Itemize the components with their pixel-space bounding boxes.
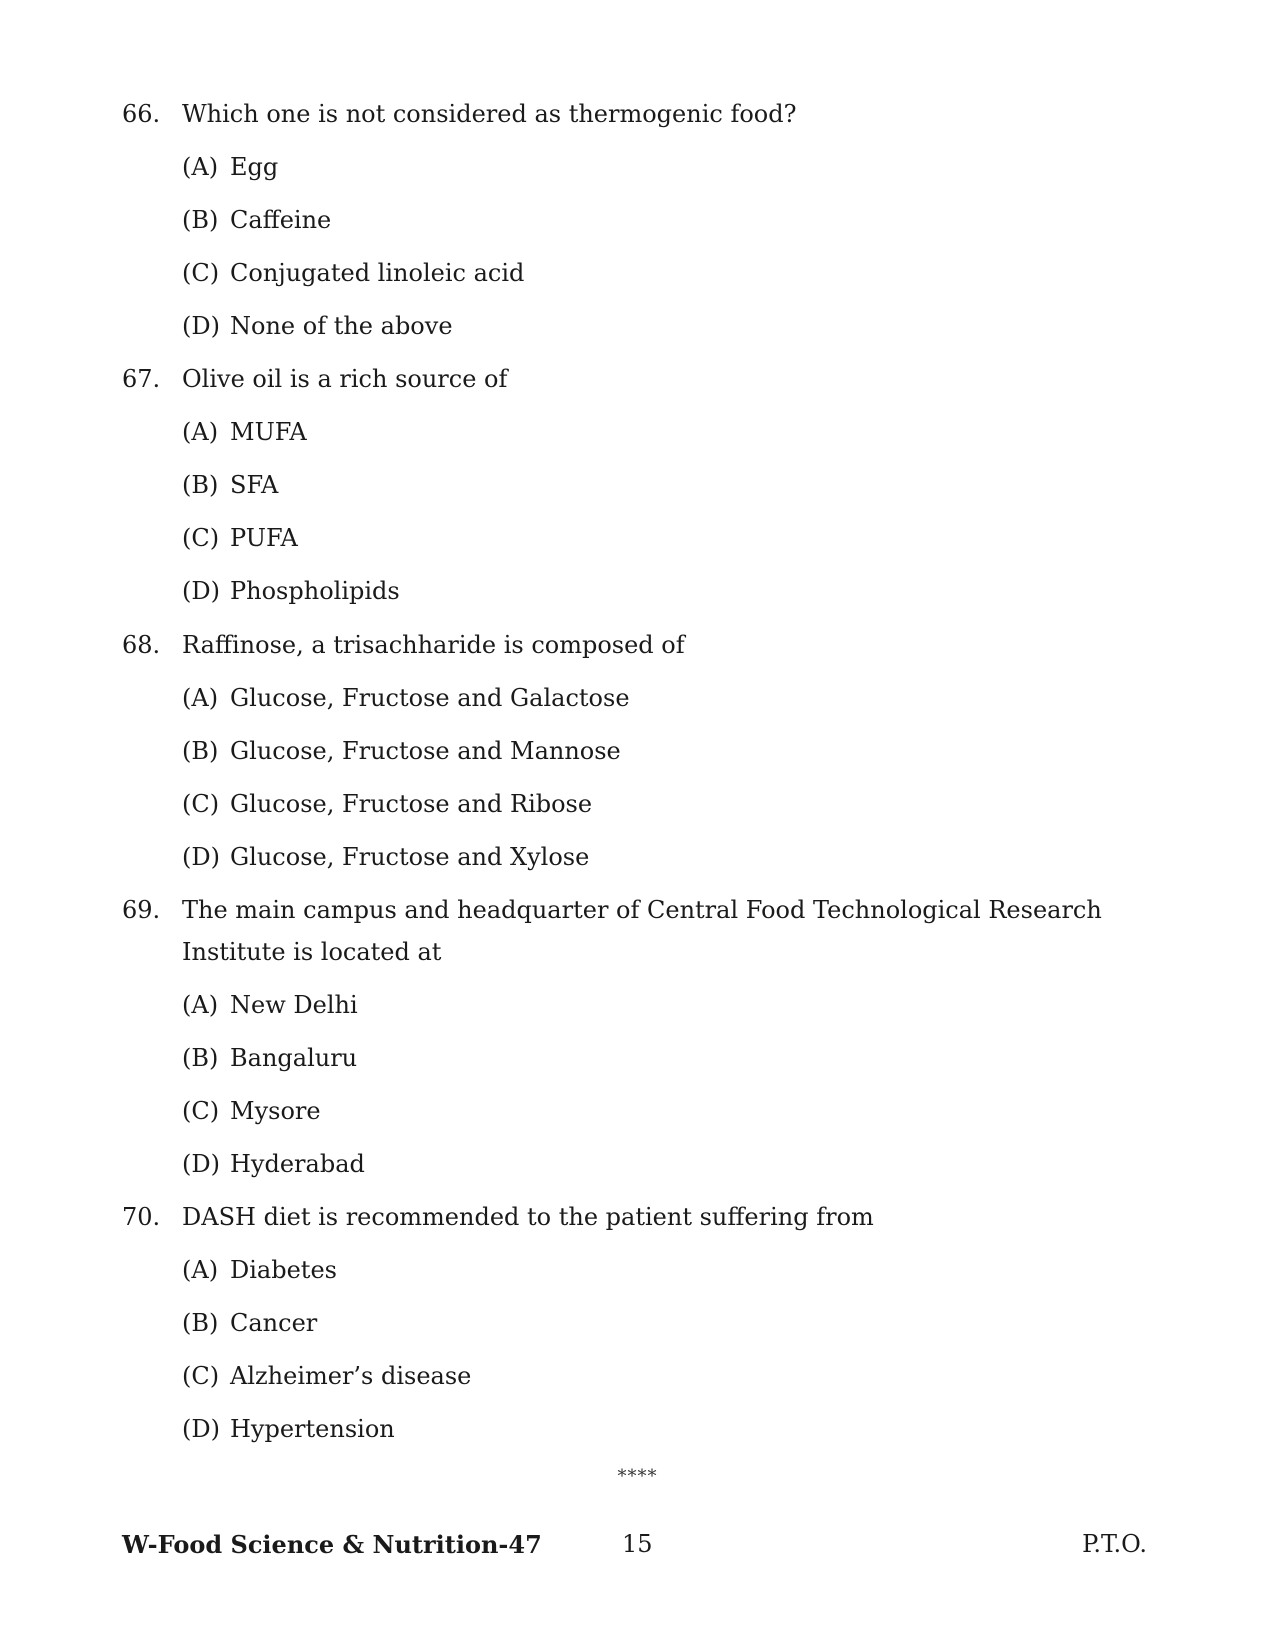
option-label: (A) bbox=[182, 418, 219, 446]
option-text: None of the above bbox=[230, 312, 453, 340]
option-b bbox=[182, 1037, 1162, 1090]
question-text: The main campus and headquarter of Central Food Technological Research Institute is located at bbox=[182, 896, 1102, 966]
end-marker: **** bbox=[617, 1466, 658, 1487]
options-list bbox=[182, 146, 1162, 358]
question-number: 69. bbox=[122, 896, 161, 924]
option-d bbox=[182, 1143, 1162, 1196]
option-label: (B) bbox=[182, 206, 219, 234]
option-label: (D) bbox=[182, 312, 220, 340]
option-text: Glucose, Fructose and Ribose bbox=[230, 790, 593, 818]
option-text: Conjugated linoleic acid bbox=[230, 259, 525, 287]
option-text: Diabetes bbox=[230, 1256, 337, 1284]
option-text: MUFA bbox=[230, 418, 307, 446]
option-label: (C) bbox=[182, 524, 220, 552]
option-c bbox=[182, 252, 1162, 305]
option-d bbox=[182, 836, 1162, 889]
question-69 bbox=[122, 889, 1162, 1196]
option-text: Phospholipids bbox=[230, 577, 400, 605]
question-text: DASH diet is recommended to the patient suffering from bbox=[182, 1203, 874, 1231]
option-a bbox=[182, 984, 1162, 1037]
question-text: Which one is not considered as thermogenic food? bbox=[182, 100, 797, 128]
option-label: (C) bbox=[182, 1097, 220, 1125]
option-label: (A) bbox=[182, 1256, 219, 1284]
option-text: Egg bbox=[230, 153, 279, 181]
option-label: (B) bbox=[182, 1309, 219, 1337]
option-text: PUFA bbox=[230, 524, 298, 552]
option-a bbox=[182, 1249, 1162, 1302]
option-d bbox=[182, 1408, 1162, 1461]
option-c bbox=[182, 1090, 1162, 1143]
option-label: (A) bbox=[182, 684, 219, 712]
option-text: Glucose, Fructose and Mannose bbox=[230, 737, 621, 765]
question-number: 68. bbox=[122, 631, 161, 659]
question-text: Olive oil is a rich source of bbox=[182, 365, 508, 393]
option-label: (A) bbox=[182, 991, 219, 1019]
option-label: (A) bbox=[182, 153, 219, 181]
option-text: Glucose, Fructose and Xylose bbox=[230, 843, 590, 871]
option-text: Alzheimer’s disease bbox=[230, 1362, 472, 1390]
option-label: (D) bbox=[182, 843, 220, 871]
question-68 bbox=[122, 624, 1162, 889]
options-list bbox=[182, 984, 1162, 1196]
option-label: (C) bbox=[182, 790, 220, 818]
option-text: Hypertension bbox=[230, 1415, 395, 1443]
option-b bbox=[182, 1302, 1162, 1355]
option-text: Bangaluru bbox=[230, 1044, 358, 1072]
option-a bbox=[182, 146, 1162, 199]
option-text: Glucose, Fructose and Galactose bbox=[230, 684, 630, 712]
paper-code: W-Food Science & Nutrition-47 bbox=[122, 1530, 542, 1559]
pto-label: P.T.O. bbox=[1082, 1530, 1147, 1558]
options-list bbox=[182, 1249, 1162, 1461]
page-number: 15 bbox=[622, 1530, 653, 1558]
option-b bbox=[182, 730, 1162, 783]
option-a bbox=[182, 677, 1162, 730]
option-c bbox=[182, 1355, 1162, 1408]
option-label: (B) bbox=[182, 1044, 219, 1072]
question-text: Raffinose, a trisachharide is composed of bbox=[182, 631, 685, 659]
option-text: Mysore bbox=[230, 1097, 321, 1125]
option-label: (B) bbox=[182, 471, 219, 499]
question-number: 66. bbox=[122, 100, 161, 128]
option-label: (D) bbox=[182, 577, 220, 605]
option-c bbox=[182, 783, 1162, 836]
option-label: (D) bbox=[182, 1150, 220, 1178]
question-66 bbox=[122, 93, 1162, 358]
question-number: 67. bbox=[122, 365, 161, 393]
page-footer bbox=[122, 1530, 1147, 1570]
options-list bbox=[182, 411, 1162, 623]
option-d bbox=[182, 570, 1162, 623]
option-label: (D) bbox=[182, 1415, 220, 1443]
options-list bbox=[182, 677, 1162, 889]
option-label: (B) bbox=[182, 737, 219, 765]
option-text: Hyderabad bbox=[230, 1150, 365, 1178]
option-a bbox=[182, 411, 1162, 464]
option-text: SFA bbox=[230, 471, 279, 499]
option-b bbox=[182, 199, 1162, 252]
option-c bbox=[182, 517, 1162, 570]
question-number: 70. bbox=[122, 1203, 161, 1231]
option-d bbox=[182, 305, 1162, 358]
option-b bbox=[182, 464, 1162, 517]
option-text: New Delhi bbox=[230, 991, 358, 1019]
question-67 bbox=[122, 358, 1162, 623]
option-label: (C) bbox=[182, 1362, 220, 1390]
option-text: Cancer bbox=[230, 1309, 318, 1337]
option-label: (C) bbox=[182, 259, 220, 287]
question-70 bbox=[122, 1196, 1162, 1461]
option-text: Caffeine bbox=[230, 206, 332, 234]
